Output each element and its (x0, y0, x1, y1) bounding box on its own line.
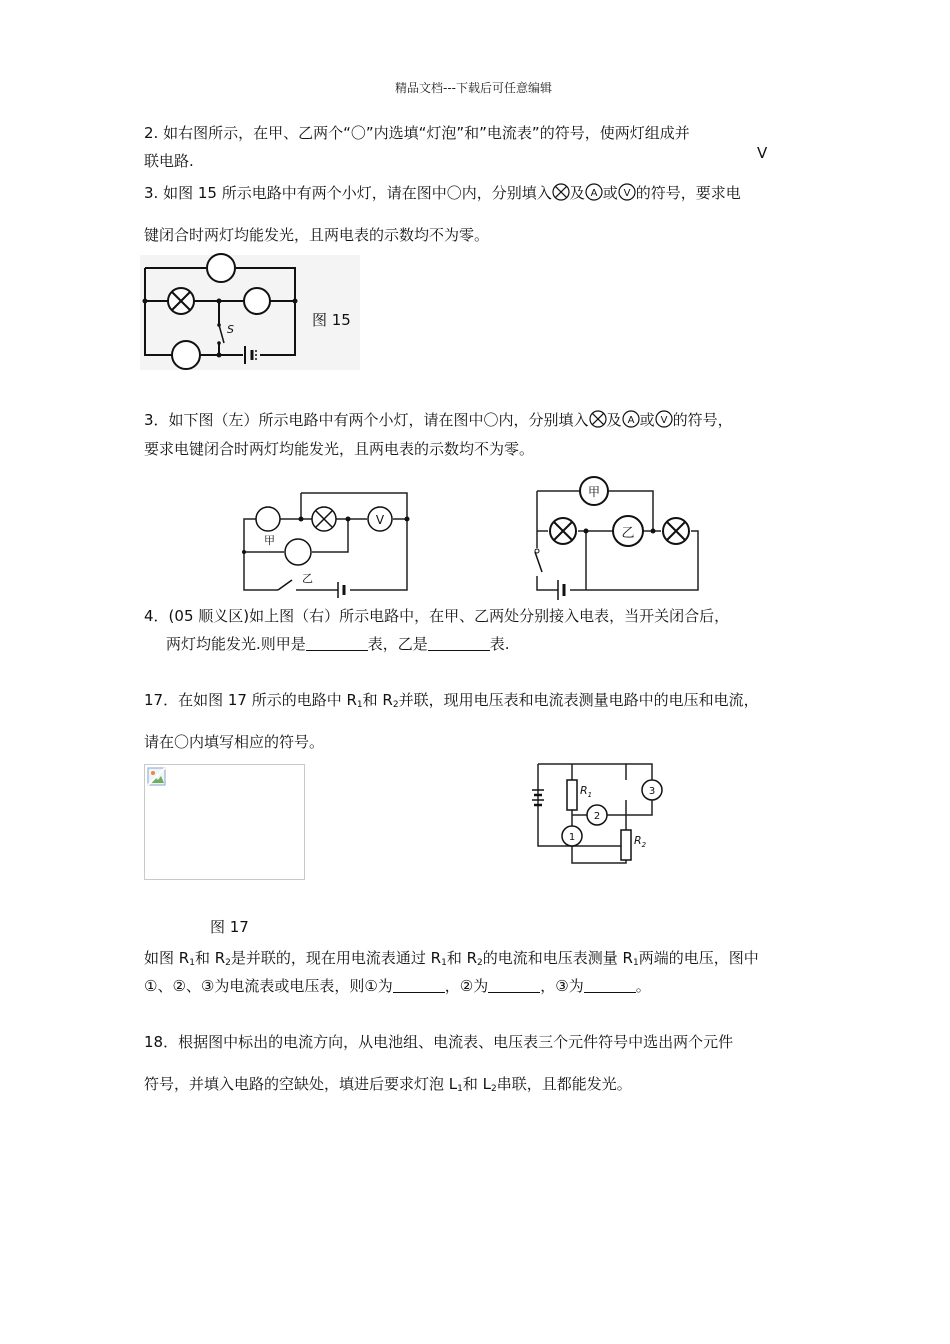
q3b-suffix: 的符号， (672, 411, 733, 429)
q4-blank-jia (306, 636, 368, 651)
fig17-r2-label: $R_2$ (634, 834, 647, 849)
q3a-line2: 键闭合时两灯均能发光，且两电表的示数均不为零。 (144, 226, 490, 244)
q2-stray-v: V (757, 144, 768, 162)
q4-line2-c: 表. (489, 635, 510, 653)
left-fig-switch (278, 580, 292, 590)
q4-blank-yi (428, 636, 490, 651)
lamp-icon (552, 183, 570, 201)
q18-line1: 18．根据图中标出的电流方向，从电池组、电流表、电压表三个元件符号中选出两个元件 (144, 1033, 734, 1051)
broken-image-icon (147, 767, 167, 787)
left-fig-label-jia: 甲 (264, 534, 275, 547)
q17-line1: 17．在如图 17 所示的电路中 $R_1$和 $R_2$并联，现用电压表和电流表测量电路中的电压和电流， (144, 691, 759, 710)
fig17-r1 (567, 780, 577, 810)
q17-follow-line2: ①、②、③为电流表或电压表，则①为 ，②为 ，③为 。 (144, 977, 651, 995)
left-fig-label-yi: 乙 (302, 572, 313, 585)
fig17-meter-3-label: 3 (648, 786, 656, 797)
q17-blank-1 (393, 978, 445, 993)
fig15-switch-label: S (227, 323, 234, 336)
right-fig-label-jia: 甲 (587, 485, 601, 499)
figure-17-circuit (524, 760, 664, 870)
fig17-meter-2-label: 2 (593, 811, 601, 822)
figure-right-circuit (525, 472, 710, 600)
voltmeter-icon (618, 183, 636, 201)
q17-blank-2 (488, 978, 540, 993)
q17-line2: 请在〇内填写相应的符号。 (144, 733, 325, 751)
figure-15-circuit (140, 255, 360, 370)
q4-line2-a: 两灯均能发光.则甲是 (166, 635, 306, 653)
q3a-or: 或 (602, 184, 618, 202)
page-header: 精品文档---下载后可任意编辑 (395, 81, 552, 95)
figure-left-circuit (236, 486, 416, 596)
q3b-or: 或 (639, 411, 655, 429)
fig15-empty-circle-mid (244, 288, 270, 314)
ammeter-icon (585, 183, 603, 201)
q17-follow-line1: 如图 $R_1$和 $R_2$是并联的，现在用电流表通过 $R_1$和 $R_2$的电流和电压表测量 $R_1$两端的电压，图中 (144, 949, 759, 968)
q2-line2: 联电路. (144, 152, 194, 170)
fig17-caption: 图 17 (210, 918, 249, 936)
q4-line1: 4．(05 顺义区)如上图（右）所示电路中，在甲、乙两处分别接入电表，当开关闭合后， (144, 607, 730, 625)
q3b-and: 及 (606, 411, 622, 429)
right-fig-label-yi: 乙 (621, 526, 635, 541)
ammeter-icon (622, 410, 640, 428)
fig15-empty-circle-top (207, 254, 235, 282)
lamp-icon (589, 410, 607, 428)
q3b-prefix: 3．如下图（左）所示电路中有两个小灯，请在图中〇内，分别填入 (144, 411, 589, 429)
left-fig-circle-yi (285, 539, 311, 565)
q18-line2: 符号，并填入电路的空缺处，填进后要求灯泡 $L_1$和 $L_2$串联，且都能发光。 (144, 1075, 632, 1094)
q2-line1: 2. 如右图所示，在甲、乙两个“〇”内选填“灯泡”和”电流表”的符号，使两灯组成并 (144, 124, 690, 142)
q3a-prefix: 3. 如图 15 所示电路中有两个小灯，请在图中〇内，分别填入 (144, 184, 552, 202)
left-fig-meter-label: V (375, 513, 385, 527)
svg-text:A: A (627, 415, 634, 426)
broken-image-placeholder (144, 764, 305, 880)
q4-line2-b: 表，乙是 (367, 635, 428, 653)
fig17-r2 (621, 830, 631, 860)
fig15-empty-circle-bottom (172, 341, 200, 369)
q3a-suffix: 的符号，要求电 (635, 184, 741, 202)
q17-blank-3 (584, 978, 636, 993)
q3b-line1 (144, 410, 733, 430)
q4-line2 (166, 634, 510, 654)
fig17-r1-label: $R_1$ (580, 784, 593, 799)
q3a-and: 及 (569, 184, 585, 202)
voltmeter-icon (655, 410, 673, 428)
q3a-line1 (144, 183, 741, 203)
voltmeter-symbol: V (623, 188, 631, 199)
q3b-line2: 要求电键闭合时两灯均能发光，且两电表的示数均不为零。 (144, 440, 535, 458)
ammeter-symbol: A (590, 188, 598, 199)
right-fig-switch (535, 552, 542, 572)
left-fig-circle-jia (256, 507, 280, 531)
fig15-caption: 图 15 (312, 311, 351, 329)
fig17-meter-1-label: 1 (568, 832, 576, 843)
svg-text:V: V (660, 415, 667, 426)
